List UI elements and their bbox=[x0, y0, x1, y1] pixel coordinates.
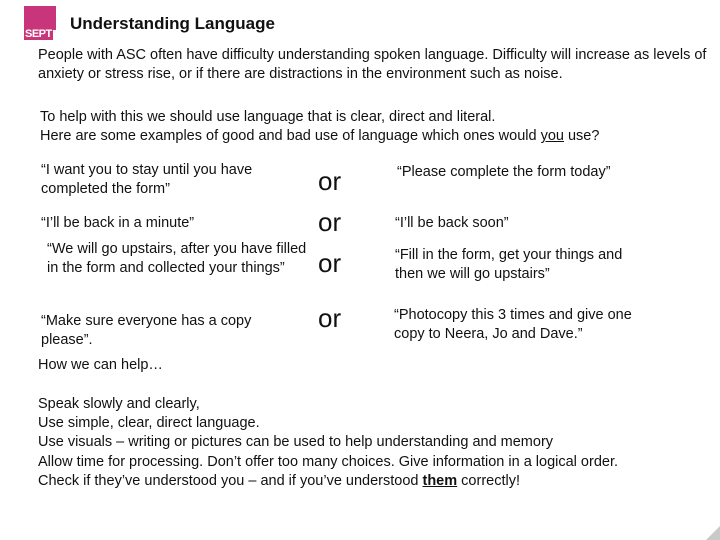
example-2-good: “I’ll be back soon” bbox=[395, 215, 509, 231]
page-title: Understanding Language bbox=[70, 14, 275, 33]
intro-paragraph: People with ASC often have difficulty understanding spoken language. Difficulty will increase as levels of anxiety or stress rise, or if there are distractions in the environment such as noise. bbox=[38, 47, 707, 82]
prompt-emphasis-you: you bbox=[540, 128, 564, 144]
tip-4: Allow time for processing. Don’t offer too many choices. Give information in a logical order. bbox=[38, 453, 618, 470]
example-1-or: or bbox=[318, 166, 342, 196]
page-corner-decoration bbox=[706, 526, 720, 540]
prompt-line-1: To help with this we should use language that is clear, direct and literal. bbox=[40, 109, 496, 125]
prompt-line-2-start: Here are some examples of good and bad use of language which ones would bbox=[40, 128, 541, 144]
example-1-good: “Please complete the form today” bbox=[397, 164, 611, 180]
help-heading: How we can help… bbox=[38, 357, 163, 373]
tip-5-end: correctly! bbox=[457, 472, 520, 489]
tip-5 bbox=[38, 472, 710, 491]
tip-3: Use visuals – writing or pictures can be used to help understanding and memory bbox=[38, 434, 554, 451]
example-4-bad: “Make sure everyone has a copy please”. bbox=[41, 313, 252, 348]
tip-5-start: Check if they’ve understood you – and if you’ve understood bbox=[38, 472, 423, 489]
example-3-good: “Fill in the form, get your things and then we will go upstairs” bbox=[395, 247, 623, 282]
prompt-paragraph bbox=[40, 108, 700, 146]
prompt-line-2 bbox=[40, 127, 700, 146]
example-2-or: or bbox=[318, 207, 342, 237]
example-3-or: or bbox=[318, 248, 342, 278]
example-2-bad: “I’ll be back in a minute” bbox=[41, 215, 195, 231]
example-4-good: “Photocopy this 3 times and give one copy to Neera, Jo and Dave.” bbox=[394, 307, 632, 342]
example-1-bad: “I want you to stay until you have completed the form” bbox=[41, 162, 253, 197]
tips-list bbox=[38, 395, 710, 491]
logo-mark bbox=[24, 6, 56, 30]
sept-logo bbox=[24, 6, 56, 38]
example-4-or: or bbox=[318, 303, 342, 333]
tip-5-emphasis-them: them bbox=[422, 472, 458, 489]
example-3-bad: “We will go upstairs, after you have filled in the form and collected your things” bbox=[47, 241, 307, 276]
logo-text: SEPT bbox=[25, 28, 52, 40]
tip-2: Use simple, clear, direct language. bbox=[38, 415, 260, 432]
tip-1: Speak slowly and clearly, bbox=[38, 396, 200, 412]
prompt-line-2-end: use? bbox=[563, 128, 600, 144]
